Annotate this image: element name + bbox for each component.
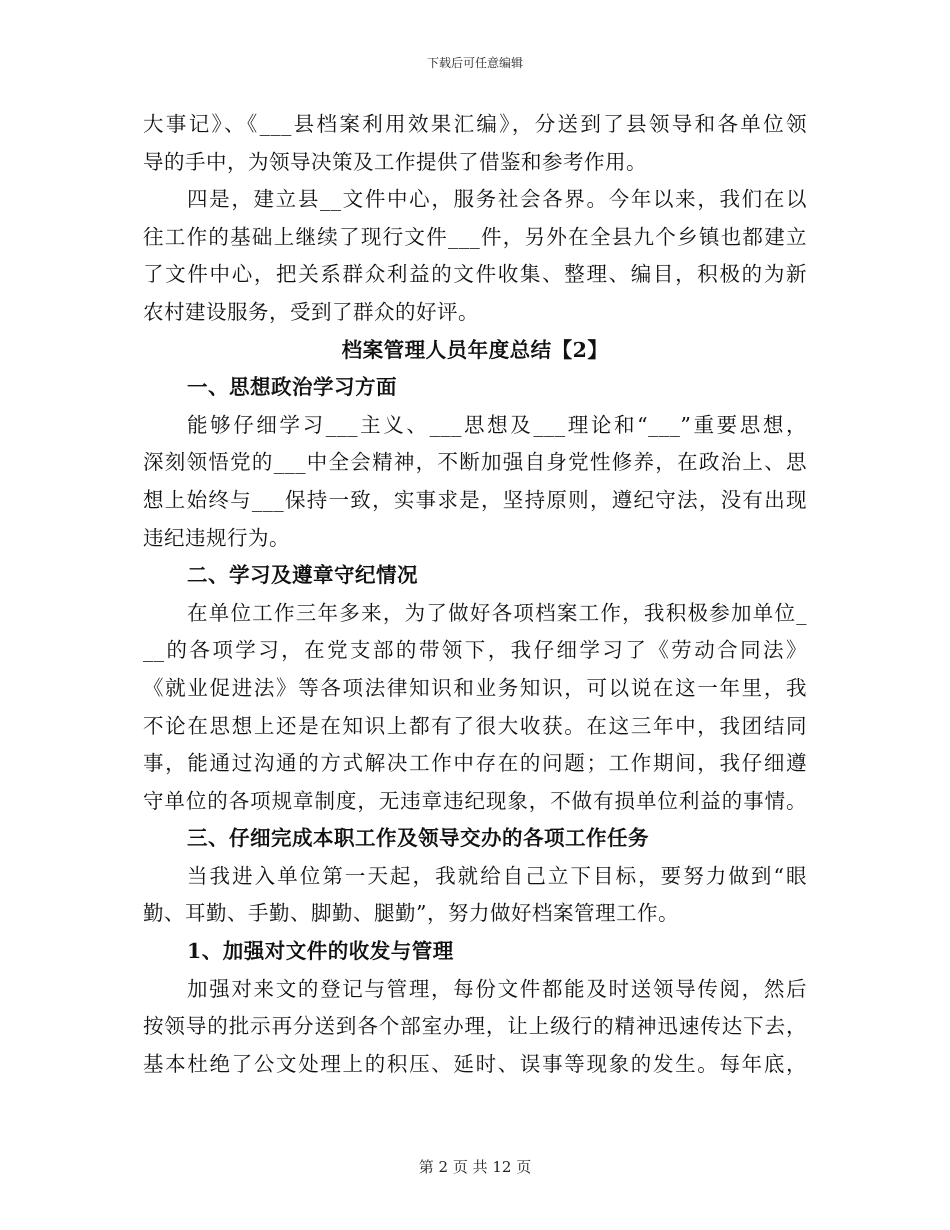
body-line: 在单位工作三年多来，为了做好各项档案工作，我积极参加单位_ — [187, 600, 807, 625]
section-title: 档案管理人员年度总结【2】 — [341, 337, 609, 362]
body-line: 事，能通过沟通的方式解决工作中存在的问题；工作期间，我仔细遵 — [143, 751, 807, 776]
page-number: 第 2 页 共 12 页 — [418, 1158, 532, 1176]
page-header-note: 下载后可任意编辑 — [426, 56, 523, 70]
body-line: 违纪违规行为。 — [143, 525, 290, 550]
body-line: 了文件中心，把关系群众利益的文件收集、整理、编目，积极的为新 — [143, 262, 807, 287]
body-line: 导的手中，为领导决策及工作提供了借鉴和参考作用。 — [143, 149, 647, 174]
document-body — [143, 106, 807, 1083]
body-line: 农村建设服务，受到了群众的好评。 — [143, 299, 479, 324]
body-line: 往工作的基础上继续了现行文件___件，另外在全县九个乡镇也都建立 — [143, 224, 807, 249]
section-heading: 三、仔细完成本职工作及领导交办的各项工作任务 — [187, 826, 649, 851]
body-line: 勤、耳勤、手勤、脚勤、腿勤”，努力做好档案管理工作。 — [143, 901, 679, 926]
body-line: 加强对来文的登记与管理，每份文件都能及时送领导传阅，然后 — [187, 976, 807, 1001]
body-line: 深刻领悟党的___中全会精神，不断加强自身党性修养，在政治上、思 — [143, 450, 807, 475]
body-line: 大事记》、《___县档案利用效果汇编》，分送到了县领导和各单位领 — [143, 112, 807, 136]
body-line: __的各项学习，在党支部的带领下，我仔细学习了《劳动合同法》 — [143, 638, 807, 663]
section-heading: 一、思想政治学习方面 — [187, 375, 397, 400]
body-line: 四是，建立县__文件中心，服务社会各界。今年以来，我们在以 — [187, 187, 807, 212]
body-line: 能够仔细学习___主义、___思想及___理论和“___”重要思想， — [187, 412, 807, 437]
body-line: 守单位的各项规章制度，无违章违纪现象，不做有损单位利益的事情。 — [143, 788, 807, 813]
section-heading: 二、学习及遵章守纪情况 — [187, 563, 418, 588]
body-line: 基本杜绝了公文处理上的积压、延时、误事等现象的发生。每年底， — [143, 1051, 807, 1076]
body-line: 按领导的批示再分送到各个部室办理，让上级行的精神迅速传达下去， — [143, 1014, 807, 1039]
body-line: 《就业促进法》等各项法律知识和业务知识，可以说在这一年里，我 — [143, 675, 807, 700]
body-line: 当我进入单位第一天起，我就给自己立下目标，要努力做到“眼 — [187, 863, 807, 888]
section-heading: 1、加强对文件的收发与管理 — [187, 939, 454, 964]
body-line: 想上始终与___保持一致，实事求是，坚持原则，遵纪守法，没有出现 — [143, 487, 807, 512]
body-line: 不论在思想上还是在知识上都有了很大收获。在这三年中，我团结同 — [143, 713, 807, 738]
